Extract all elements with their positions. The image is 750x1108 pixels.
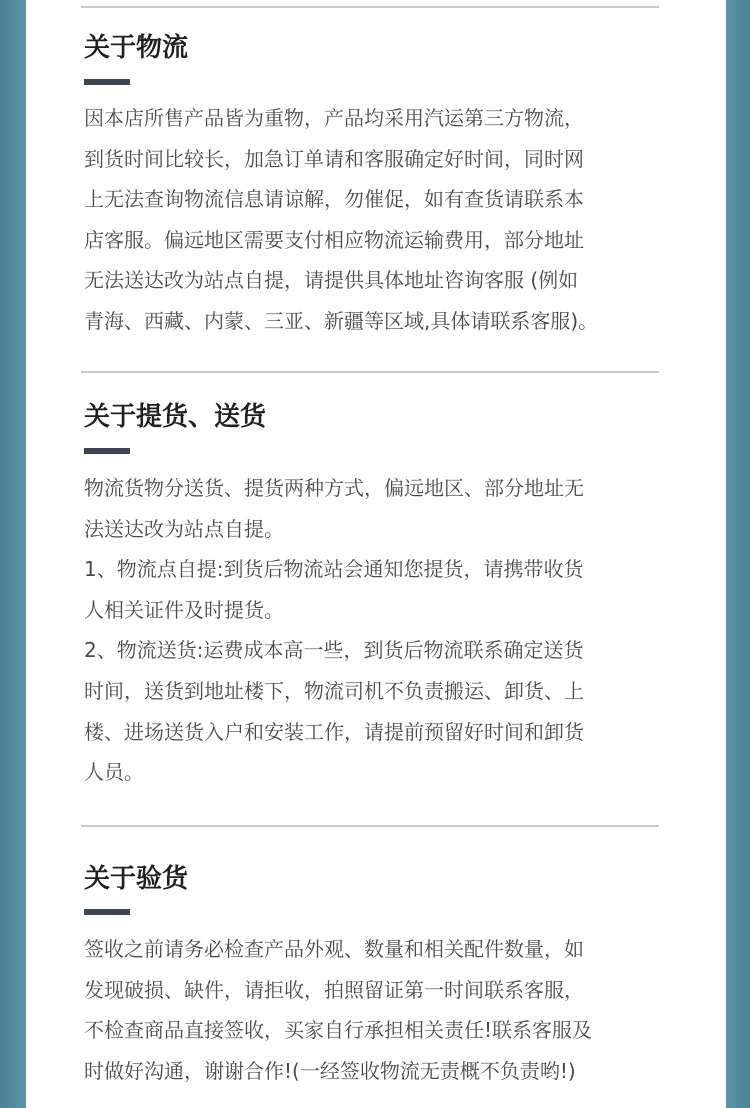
title-underline bbox=[84, 79, 130, 85]
text-line: 不检查商品直接签收，买家自行承担相关责任!联系客服及 bbox=[84, 1018, 593, 1043]
right-border bbox=[726, 0, 750, 1108]
text-line: 无法送达改为站点自提，请提供具体地址咨询客服 (例如 bbox=[84, 268, 579, 293]
content-panel bbox=[26, 0, 726, 1108]
text-line: 楼、进场送货入户和安装工作，请提前预留好时间和卸货 bbox=[84, 719, 584, 744]
text-line: 因本店所售产品皆为重物，产品均采用汽运第三方物流， bbox=[84, 106, 584, 130]
section-body-inspection bbox=[84, 929, 684, 1091]
section-divider bbox=[81, 371, 659, 373]
section-title-pickup-delivery: 关于提货、送货 bbox=[84, 402, 267, 432]
title-underline bbox=[84, 909, 130, 915]
text-line: 2、物流送货:运费成本高一些，到货后物流联系确定送货 bbox=[84, 638, 584, 663]
title-underline bbox=[84, 448, 130, 454]
text-line: 1、物流点自提:到货后物流站会通知您提货，请携带收货 bbox=[84, 557, 584, 582]
text-line: 时间，送货到地址楼下，物流司机不负责搬运、卸货、上 bbox=[84, 678, 584, 703]
text-line: 店客服。偏远地区需要支付相应物流运输费用，部分地址 bbox=[84, 227, 584, 252]
left-border bbox=[0, 0, 26, 1108]
section-title-logistics: 关于物流 bbox=[84, 33, 189, 63]
text-line: 发现破损、缺件，请拒收，拍照留证第一时间联系客服， bbox=[84, 977, 584, 1002]
text-line: 签收之前请务必检查产品外观、数量和相关配件数量，如 bbox=[84, 937, 584, 961]
section-body-logistics bbox=[84, 98, 684, 342]
text-line: 物流货物分送货、提货两种方式，偏远地区、部分地址无 bbox=[84, 476, 584, 500]
text-line: 法送达改为站点自提。 bbox=[84, 516, 284, 541]
text-line: 时做好沟通，谢谢合作!(一经签收物流无责概不负责哟!) bbox=[84, 1058, 576, 1083]
section-body-pickup-delivery bbox=[84, 468, 684, 793]
section-divider bbox=[81, 6, 659, 8]
text-line: 到货时间比较长，加急订单请和客服确定好时间，同时网 bbox=[84, 146, 584, 171]
section-divider bbox=[81, 825, 659, 827]
text-line: 人相关证件及时提货。 bbox=[84, 597, 284, 622]
text-line: 人员。 bbox=[84, 760, 144, 785]
text-line: 上无法查询物流信息请谅解，勿催促，如有查货请联系本 bbox=[84, 187, 584, 212]
section-title-inspection: 关于验货 bbox=[84, 864, 189, 894]
text-line: 青海、西藏、内蒙、三亚、新疆等区域,具体请联系客服)。 bbox=[84, 308, 599, 333]
